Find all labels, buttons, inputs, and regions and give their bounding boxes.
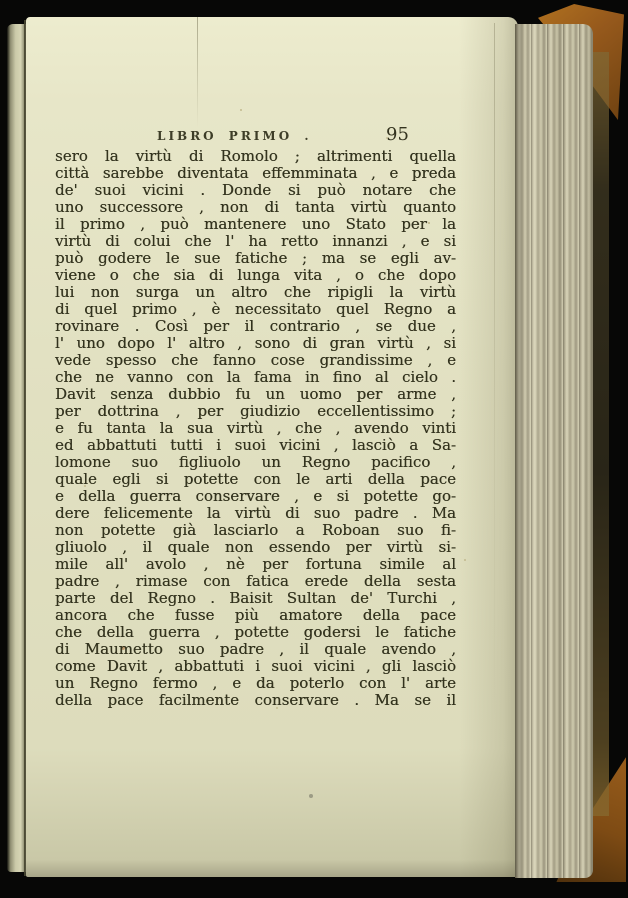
running-header <box>26 124 518 147</box>
text-line: viene o che sia di lunga vita , o che dopo <box>55 266 456 284</box>
text-line: come Davit , abbattuti i suoi vicini , gli lasciò <box>55 657 456 675</box>
text-line: ancora che fusse più amatore della pace <box>55 606 456 624</box>
text-line: rovinare . Così per il contrario , se due , <box>55 317 456 335</box>
text-line: lui non surga un altro che ripigli la virtù <box>55 283 456 301</box>
text-line: un Regno fermo , e da poterlo con l' arte <box>55 674 456 692</box>
text-line: quale egli si potette con le arti della pace <box>55 470 456 488</box>
text-line: lomone suo figliuolo un Regno pacifico , <box>55 453 456 471</box>
paper-speckles <box>26 17 28 19</box>
text-line: di quel primo , è necessitato quel Regno a <box>55 300 456 318</box>
page-recto <box>26 17 518 877</box>
text-line: vede spesso che fanno cose grandissime , e <box>55 351 456 369</box>
text-line: mile all' avolo , nè per fortuna simile al <box>55 555 456 573</box>
text-line: di Maumetto suo padre , il quale avendo , <box>55 640 456 658</box>
text-line: e della guerra conservare , e si potette go- <box>55 487 456 505</box>
page-number: 95 <box>386 124 409 145</box>
text-line: sero la virtù di Romolo ; altrimenti quella <box>55 147 456 165</box>
text-line: de' suoi vicini . Donde si può notare che <box>55 181 456 199</box>
text-line: non potette già lasciarlo a Roboan suo fi- <box>55 521 456 539</box>
fore-edge-shadow <box>515 24 525 878</box>
text-line: che della guerra , potette godersi le fatiche <box>55 623 456 641</box>
text-line: l' uno dopo l' altro , sono di gran virtù , si <box>55 334 456 352</box>
text-line: gliuolo , il quale non essendo per virtù si- <box>55 538 456 556</box>
text-line: e fu tanta la sua virtù , che , avendo vinti <box>55 419 456 437</box>
text-line: può godere le sue fatiche ; ma se egli av- <box>55 249 456 267</box>
text-line: uno successore , non di tanta virtù quanto <box>55 198 456 216</box>
text-line: parte del Regno . Baisit Sultan de' Turchi , <box>55 589 456 607</box>
text-line: il primo , può mantenere uno Stato per la <box>55 215 456 233</box>
paper-crease <box>197 17 198 127</box>
text-line: padre , rimase con fatica erede della sesta <box>55 572 456 590</box>
body-text <box>55 148 456 709</box>
section-title: LIBRO PRIMO . <box>157 129 312 143</box>
text-line: per dottrina , per giudizio eccellentissimo ; <box>55 402 456 420</box>
text-line: dere felicemente la virtù di suo padre . Ma <box>55 504 456 522</box>
text-line: che ne vanno con la fama in fino al cielo . <box>55 368 456 386</box>
text-line: virtù di colui che l' ha retto innanzi , e si <box>55 232 456 250</box>
text-line: città sarebbe diventata effemminata , e preda <box>55 164 456 182</box>
fore-edge-page-stack <box>515 24 593 878</box>
text-line: Davit senza dubbio fu un uomo per arme , <box>55 385 456 403</box>
text-line: della pace facilmente conservare . Ma se il <box>55 691 456 709</box>
text-line: ed abbattuti tutti i suoi vicini , lasciò a Sa- <box>55 436 456 454</box>
